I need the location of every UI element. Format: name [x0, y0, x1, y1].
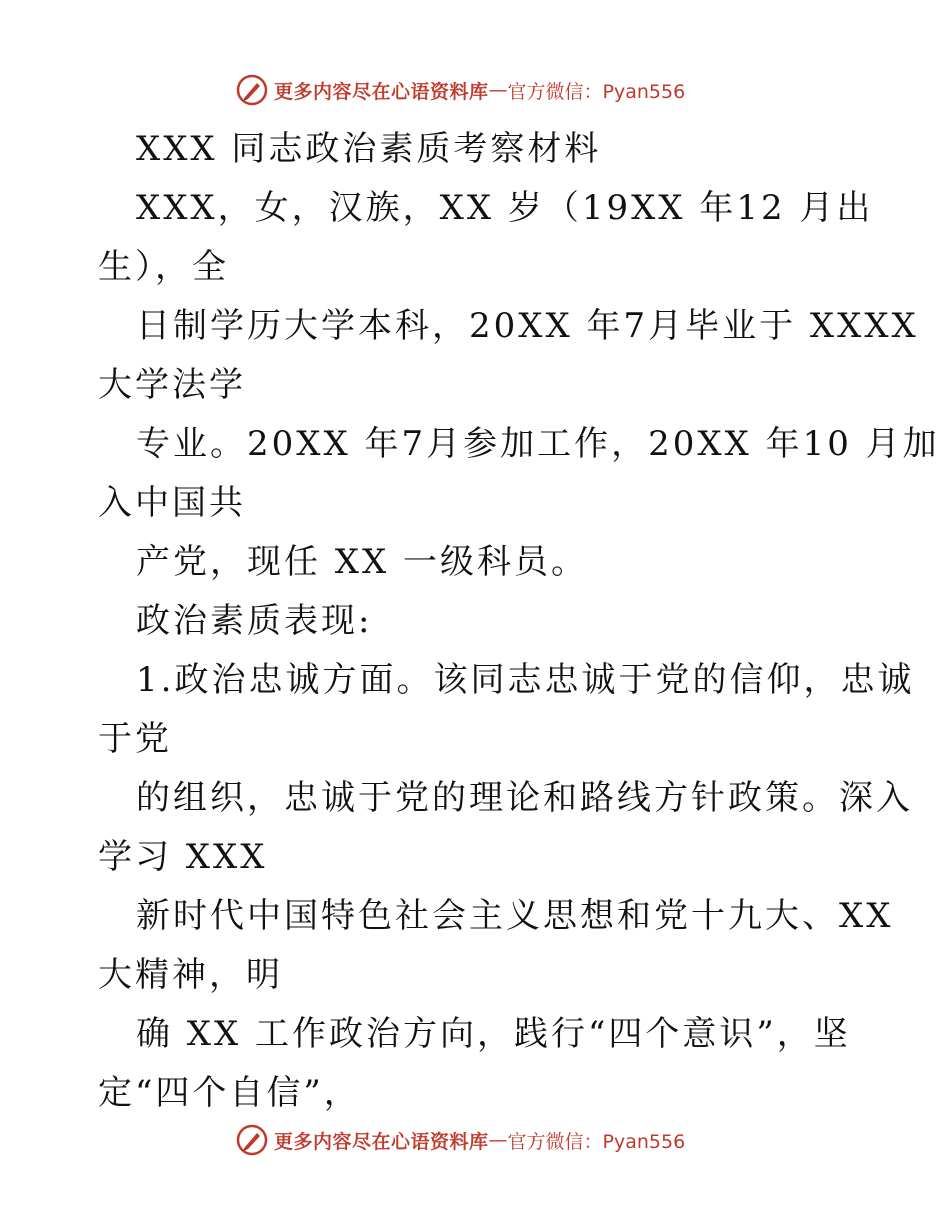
paragraph-line: 产党，现任 XX 一级科员。 — [136, 542, 589, 582]
header-watermark-banner — [236, 72, 685, 108]
document-body — [98, 120, 940, 1123]
paragraph-line: 大精神，明 — [98, 955, 283, 995]
header-banner-text: 更多内容尽在心语资料库 — [274, 80, 489, 103]
quill-pen-logo-icon — [236, 74, 268, 106]
paragraph-line: 大学法学 — [98, 365, 246, 405]
header-banner-separator: — — [488, 79, 508, 101]
paragraph-line: 新时代中国特色社会主义思想和党十九大、XX — [136, 896, 894, 936]
quill-pen-logo-icon — [236, 1124, 268, 1156]
paragraph-line: 于党 — [98, 719, 172, 759]
paragraph-line: XXX，女，汉族，XX 岁（19XX 年12 月出 — [136, 188, 874, 228]
footer-banner-separator: — — [488, 1129, 508, 1151]
paragraph-line: 1.政治忠诚方面。该同志忠诚于党的信仰，忠诚 — [136, 660, 915, 700]
document-title: XXX 同志政治素质考察材料 — [136, 129, 602, 169]
footer-watermark-banner — [236, 1122, 685, 1158]
paragraph-line: 专业。20XX 年7月参加工作，20XX 年10 月加 — [136, 424, 940, 464]
paragraph-line: 生），全 — [98, 247, 229, 287]
footer-banner-text: 更多内容尽在心语资料库 — [274, 1130, 489, 1153]
paragraph-line: 日制学历大学本科，20XX 年7月毕业于 XXXX — [136, 306, 919, 346]
paragraph-line: 确 XX 工作政治方向，践行“四个意识”，坚 — [136, 1014, 851, 1054]
paragraph-line: 学习 XXX — [98, 837, 268, 877]
paragraph-line: 入中国共 — [98, 483, 246, 523]
footer-banner-wechat: 官方微信：Pyan556 — [507, 1130, 686, 1153]
section-heading: 政治素质表现: — [136, 601, 373, 641]
paragraph-line: 定“四个自信”， — [98, 1073, 361, 1113]
paragraph-line: 的组织，忠诚于党的理论和路线方针政策。深入 — [136, 778, 913, 818]
header-banner-wechat: 官方微信：Pyan556 — [507, 80, 686, 103]
